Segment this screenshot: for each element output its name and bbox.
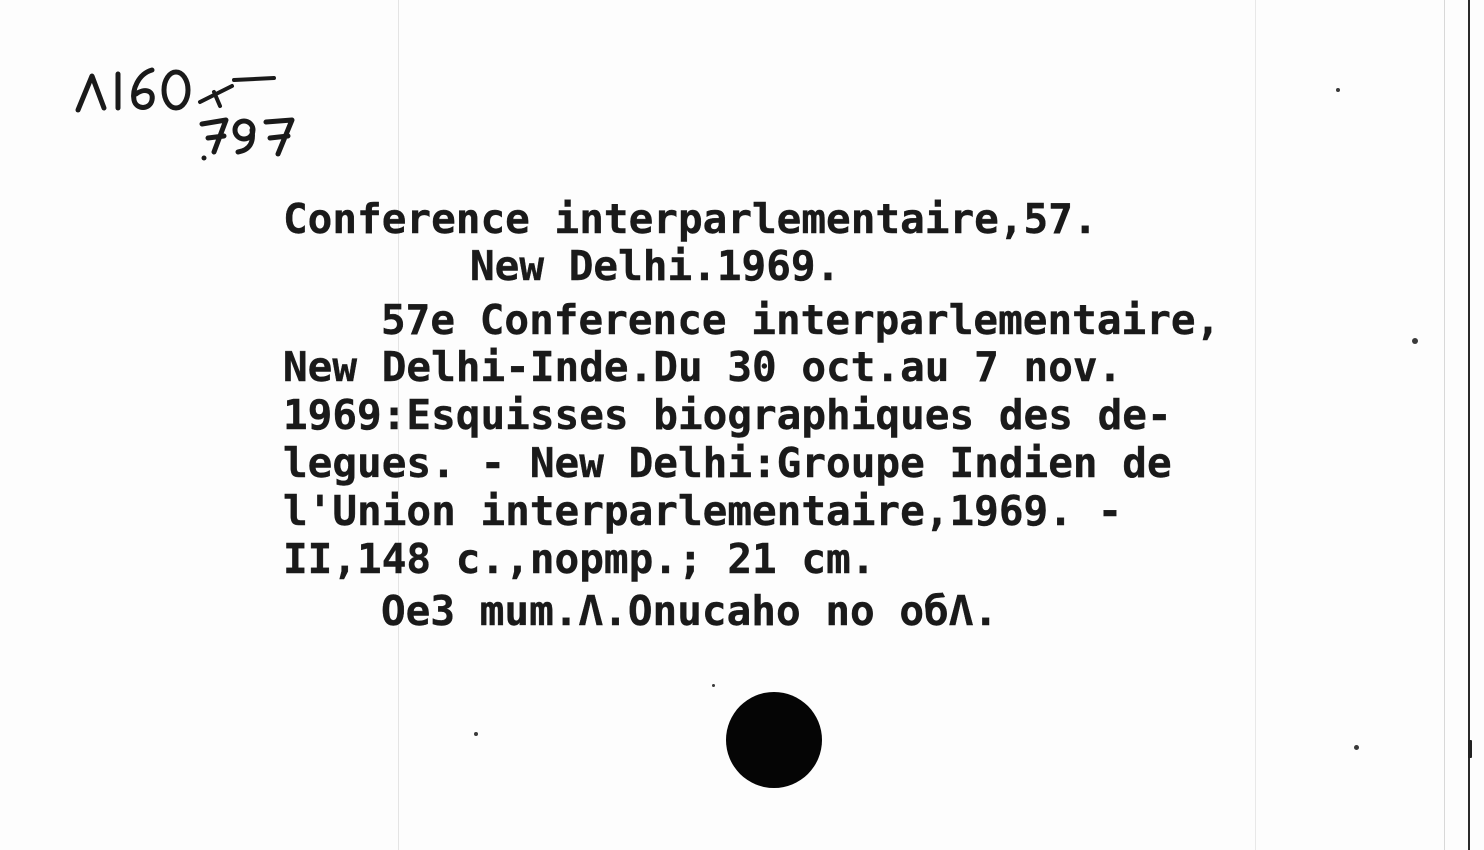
call-number-drawing bbox=[74, 62, 334, 172]
description-line: II,148 c.,nopmp.; 21 cm. bbox=[283, 535, 876, 583]
call-number-handwritten bbox=[74, 62, 334, 172]
description-line: legues. - New Delhi:Groupe Indien de bbox=[283, 439, 1172, 487]
dust-speck bbox=[1468, 740, 1472, 758]
dust-speck bbox=[712, 684, 715, 687]
punch-hole bbox=[726, 692, 822, 788]
dust-speck bbox=[1412, 338, 1418, 344]
description-line: l'Union interparlementaire,1969. - bbox=[283, 487, 1123, 535]
dust-speck bbox=[1336, 88, 1340, 92]
dust-speck bbox=[1354, 745, 1359, 750]
description-line: New Delhi-Inde.Du 30 oct.au 7 nov. bbox=[283, 343, 1123, 391]
card-scan-line bbox=[1255, 0, 1256, 850]
heading-author: Conference interparlementaire,57. bbox=[283, 195, 1098, 243]
description-line: 1969:Esquisses biographiques des de- bbox=[283, 391, 1172, 439]
heading-place-date: New Delhi.1969. bbox=[470, 242, 841, 290]
description-line: 57e Conference interparlementaire, bbox=[381, 296, 1221, 344]
card-scan-line bbox=[1444, 0, 1445, 850]
card-right-border bbox=[1468, 0, 1470, 850]
dust-speck bbox=[474, 732, 478, 736]
cataloging-note: Oe3 mum.Λ.Onucaho no oбΛ. bbox=[381, 587, 999, 635]
